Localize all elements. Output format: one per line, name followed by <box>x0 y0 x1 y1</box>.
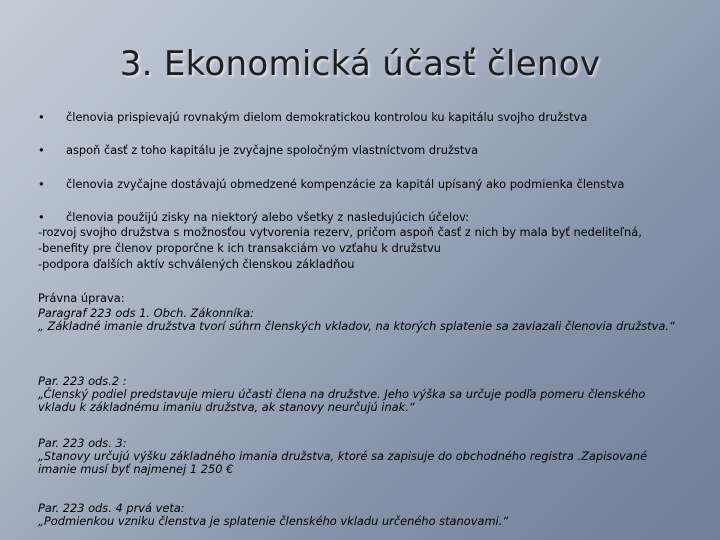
legal-section <box>38 307 678 333</box>
legal-section <box>38 502 678 528</box>
legal-text: „ Základné imanie družstva tvorí súhrn členských vkladov, na ktorých splatenie sa zaviazali členovia družstva.“ <box>38 319 675 333</box>
legal-section <box>38 375 678 414</box>
legal-ref: Paragraf 223 ods 1. Obch. Zákonníka: <box>38 306 254 320</box>
bullet-text: členovia prispievajú rovnakým dielom demokratickou kontrolou ku kapitálu svojho družstva <box>66 110 588 124</box>
bullet-dot: • <box>38 143 45 157</box>
bullet-text: členovia použijú zisky na niektorý alebo všetky z nasledujúcich účelov: <box>66 210 470 224</box>
legal-ref: Par. 223 ods. 3: <box>38 436 127 450</box>
legal-text: „Stanovy určujú výšku základného imania družstva, ktoré sa zapisuje do obchodného registra .Zapisované imanie musí byť najmenej 1 250 € <box>38 449 648 476</box>
bullet-text: členovia zvyčajne dostávajú obmedzené kompenzácie za kapitál upísaný ako podmienka členstva <box>66 177 625 191</box>
bullet-text: aspoň časť z toho kapitálu je zvyčajne spoločným vlastníctvom družstva <box>66 143 479 157</box>
legal-ref: Par. 223 ods.2 : <box>38 374 127 388</box>
legal-ref: Par. 223 ods. 4 prvá veta: <box>38 501 185 515</box>
legal-heading: Právna úprava: <box>38 291 125 305</box>
legal-text: „Podmienkou vzniku členstva je splatenie členského vkladu určeného stanovami.“ <box>38 514 509 528</box>
legal-text: „Členský podiel predstavuje mieru účasti člena na družstve. Jeho výška sa určuje podľa pomeru členského vkladu k základnému imaniu družstva, ak stanovy neurčujú inak.“ <box>38 387 646 414</box>
legal-section <box>38 437 678 476</box>
slide-title: 3. Ekonomická účasť členov <box>119 44 601 84</box>
sub-item: -rozvoj svojho družstva s možnosťou vytvorenia rezerv, pričom aspoň časť z nich by mala byť nedeliteľná, <box>38 225 642 239</box>
bullet-dot: • <box>38 177 45 191</box>
bullet-dot: • <box>38 110 45 124</box>
sub-item: -podpora ďalších aktív schválených členskou základňou <box>38 257 355 271</box>
bullet-dot: • <box>38 210 45 224</box>
sub-item: -benefity pre členov proporčne k ich transakciám vo vzťahu k družstvu <box>38 241 441 255</box>
